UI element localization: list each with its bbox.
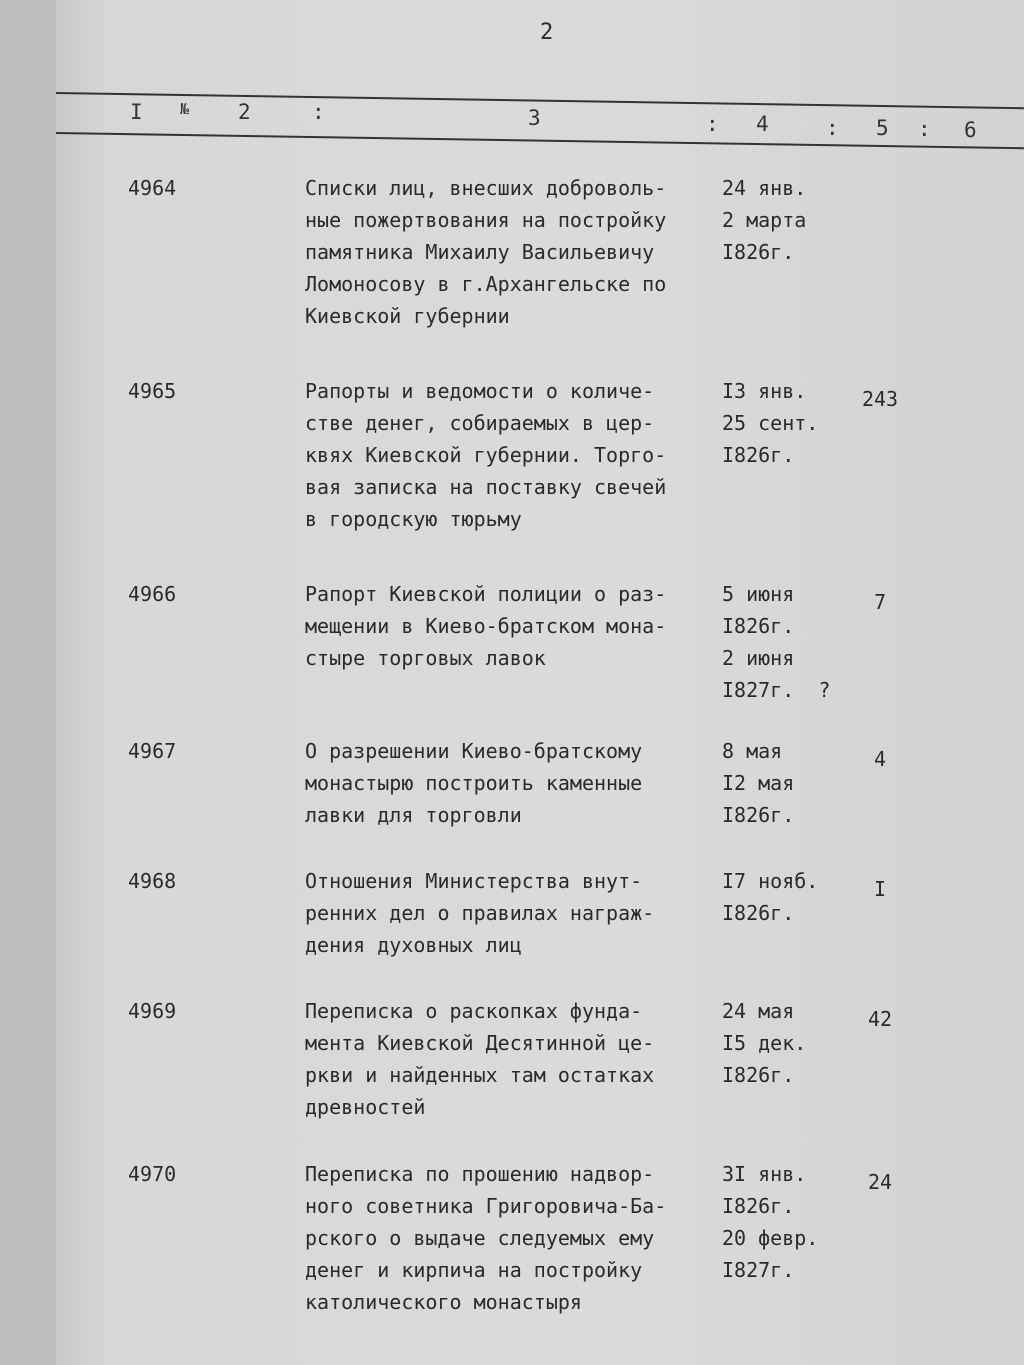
entry-sheet-count: 7 bbox=[873, 590, 887, 614]
description-line: стве денег, собираемых в цер- bbox=[305, 411, 655, 435]
entry-number: 4968 bbox=[128, 869, 177, 893]
description-line: Ломоносову в г.Архангельске по bbox=[305, 272, 667, 296]
description-line: Киевской губернии bbox=[305, 304, 510, 328]
date-line: 24 мая bbox=[722, 999, 795, 1023]
entry-dates bbox=[722, 375, 818, 471]
header-col-3: 3 bbox=[528, 106, 541, 130]
header-sep: : bbox=[918, 117, 931, 141]
description-line: лавки для торговли bbox=[305, 803, 522, 827]
date-line: I826г. bbox=[722, 240, 795, 264]
description-line: Рапорт Киевской полиции о раз- bbox=[305, 582, 667, 606]
page-number: 2 bbox=[540, 20, 554, 45]
entry-dates bbox=[722, 735, 794, 831]
description-line: Рапорты и ведомости о количе- bbox=[305, 379, 655, 403]
description-line: денег и кирпича на постройку bbox=[305, 1258, 643, 1282]
description-line: ркви и найденных там остатках bbox=[305, 1063, 655, 1087]
date-line: I826г. bbox=[722, 1194, 795, 1218]
description-line: рского о выдаче следуемых ему bbox=[305, 1226, 655, 1250]
entry-description bbox=[305, 172, 666, 332]
description-line: мещении в Киево-братском мона- bbox=[305, 614, 667, 638]
description-line: Списки лиц, внесших доброволь- bbox=[305, 176, 667, 200]
date-line: 25 сент. bbox=[722, 411, 819, 435]
date-line: 2 марта bbox=[722, 208, 807, 232]
description-line: квях Киевской губернии. Торго- bbox=[305, 443, 667, 467]
entry-description bbox=[305, 865, 654, 961]
description-line: ренних дел о правилах награж- bbox=[305, 901, 655, 925]
description-line: дения духовных лиц bbox=[305, 933, 522, 957]
header-sep: : bbox=[706, 112, 719, 136]
description-line: О разрешении Киево-братскому bbox=[305, 739, 643, 763]
date-line: I826г. bbox=[722, 614, 795, 638]
header-sep: : bbox=[312, 100, 325, 124]
date-line: 20 февр. bbox=[722, 1226, 819, 1250]
entry-description bbox=[305, 375, 666, 535]
entry-description bbox=[305, 1158, 666, 1318]
entry-sheet-count: 24 bbox=[867, 1170, 893, 1194]
entry-description bbox=[305, 735, 642, 831]
entry-sheet-count: I bbox=[873, 877, 887, 901]
header-sep: : bbox=[826, 116, 839, 140]
header-col-5: 5 bbox=[876, 116, 889, 140]
entry-number: 4967 bbox=[128, 739, 177, 763]
description-line: ного советника Григоровича-Ба- bbox=[305, 1194, 667, 1218]
date-line: I827г. bbox=[722, 1258, 795, 1282]
entry-sheet-count: 243 bbox=[861, 387, 899, 411]
date-line: I827г. ? bbox=[722, 678, 831, 702]
header-col-6: 6 bbox=[964, 118, 977, 142]
description-line: Отношения Министерства внут- bbox=[305, 869, 643, 893]
date-line: I826г. bbox=[722, 443, 795, 467]
entry-dates bbox=[722, 1158, 818, 1286]
entry-dates bbox=[722, 995, 806, 1091]
description-line: мента Киевской Десятинной це- bbox=[305, 1031, 655, 1055]
date-line: I3 янв. bbox=[722, 379, 807, 403]
description-line: в городскую тюрьму bbox=[305, 507, 522, 531]
description-line: монастырю построить каменные bbox=[305, 771, 643, 795]
entry-dates bbox=[722, 172, 806, 268]
entry-description bbox=[305, 578, 666, 674]
header-col-no: № bbox=[180, 100, 190, 118]
entry-number: 4969 bbox=[128, 999, 177, 1023]
entry-sheet-count: 4 bbox=[873, 747, 887, 771]
description-line: вая записка на поставку свечей bbox=[305, 475, 667, 499]
date-line: I826г. bbox=[722, 1063, 795, 1087]
description-line: древностей bbox=[305, 1095, 426, 1119]
date-line: I7 нояб. bbox=[722, 869, 819, 893]
header-col-1: I bbox=[130, 100, 143, 124]
adjacent-page-edge bbox=[0, 0, 58, 1365]
description-line: Переписка по прошению надвор- bbox=[305, 1162, 655, 1186]
date-line: I5 дек. bbox=[722, 1031, 807, 1055]
date-line: I826г. bbox=[722, 901, 795, 925]
date-line: 2 июня bbox=[722, 646, 795, 670]
description-line: Переписка о раскопках фунда- bbox=[305, 999, 643, 1023]
date-line: I826г. bbox=[722, 803, 795, 827]
entry-description bbox=[305, 995, 654, 1123]
description-line: памятника Михаилу Васильевичу bbox=[305, 240, 655, 264]
header-col-4: 4 bbox=[756, 112, 769, 136]
entry-number: 4964 bbox=[128, 176, 177, 200]
date-line: I2 мая bbox=[722, 771, 795, 795]
entry-sheet-count: 42 bbox=[867, 1007, 893, 1031]
entry-number: 4965 bbox=[128, 379, 177, 403]
entry-dates bbox=[722, 578, 830, 706]
date-line: 8 мая bbox=[722, 739, 783, 763]
description-line: ные пожертвования на постройку bbox=[305, 208, 667, 232]
description-line: стыре торговых лавок bbox=[305, 646, 546, 670]
description-line: католического монастыря bbox=[305, 1290, 582, 1314]
entry-number: 4966 bbox=[128, 582, 177, 606]
date-line: 24 янв. bbox=[722, 176, 807, 200]
entry-dates bbox=[722, 865, 818, 929]
date-line: 3I янв. bbox=[722, 1162, 807, 1186]
header-col-2: 2 bbox=[238, 100, 251, 124]
date-line: 5 июня bbox=[722, 582, 795, 606]
entry-number: 4970 bbox=[128, 1162, 177, 1186]
